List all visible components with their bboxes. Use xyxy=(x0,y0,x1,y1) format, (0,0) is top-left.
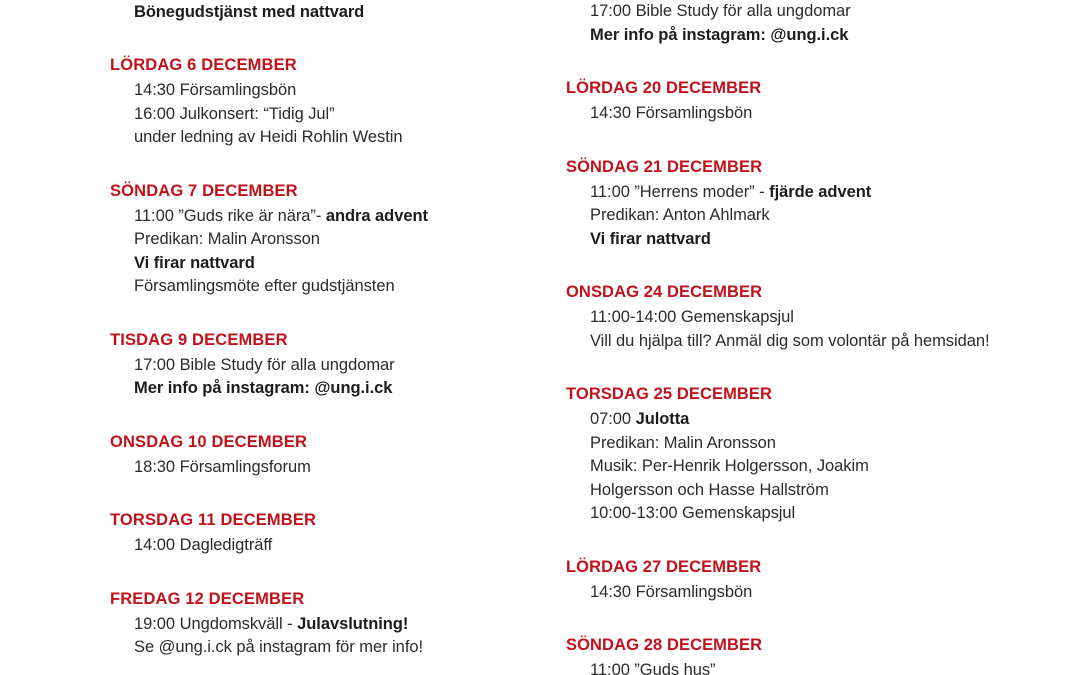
entry-line: 10:00-13:00 Gemenskapsjul xyxy=(590,504,796,522)
entry-line: 11:00-14:00 Gemenskapsjul xyxy=(590,308,794,326)
left-column-sections xyxy=(110,54,550,660)
entry-line-text: 19:00 Ungdomskväll - xyxy=(134,614,298,633)
entry-line-text: 07:00 xyxy=(590,410,636,428)
section-spacer xyxy=(110,150,550,180)
day-body xyxy=(110,531,550,558)
entry-line: Se @ung.i.ck på instagram för mer info! xyxy=(134,638,424,656)
day-body xyxy=(110,351,550,401)
section-spacer xyxy=(566,526,1072,556)
section-spacer xyxy=(110,479,550,509)
section-spacer xyxy=(566,251,1072,281)
entry-line-text: 11:00 ”Herrens moder” - xyxy=(590,182,770,201)
entry-line xyxy=(590,181,1072,205)
entry-line: 17:00 Bible Study för alla ungdomar xyxy=(590,2,851,20)
day-section xyxy=(110,588,550,660)
day-body xyxy=(566,303,1072,353)
entry-line: 17:00 Bible Study för alla ungdomar xyxy=(134,355,395,374)
section-spacer xyxy=(110,401,550,431)
right-column-lead-lines xyxy=(566,0,1072,47)
entry-line: 14:30 Församlingsbön xyxy=(590,582,753,601)
day-heading: TORSDAG 25 DECEMBER xyxy=(566,385,773,403)
section-spacer xyxy=(110,299,550,329)
entry-line: 14:30 Församlingsbön xyxy=(590,104,753,122)
right-column xyxy=(560,0,1080,675)
day-heading: TORSDAG 11 DECEMBER xyxy=(110,511,317,529)
day-section xyxy=(110,329,550,401)
section-spacer xyxy=(566,604,1072,634)
day-heading: SÖNDAG 7 DECEMBER xyxy=(110,181,298,200)
entry-line: 14:30 Församlingsbön xyxy=(134,81,297,99)
day-heading: ONSDAG 10 DECEMBER xyxy=(110,432,308,451)
entry-line: Vi firar nattvard xyxy=(590,229,711,248)
day-body xyxy=(110,76,550,150)
day-heading: LÖRDAG 6 DECEMBER xyxy=(110,56,297,74)
section-spacer xyxy=(110,558,550,588)
left-column-lead-line: Bönegudstjänst med nattvard xyxy=(134,3,365,21)
day-heading: LÖRDAG 27 DECEMBER xyxy=(566,557,762,576)
day-heading: SÖNDAG 28 DECEMBER xyxy=(566,636,763,654)
day-heading: SÖNDAG 21 DECEMBER xyxy=(566,157,763,176)
entry-line: 14:00 Dagledigträff xyxy=(134,536,273,554)
day-section xyxy=(566,383,1072,526)
entry-line: Predikan: Malin Aronsson xyxy=(134,230,320,248)
day-section xyxy=(110,180,550,299)
day-section xyxy=(566,77,1072,126)
entry-line: 18:30 Församlingsforum xyxy=(134,457,311,476)
day-body xyxy=(110,453,550,480)
section-spacer xyxy=(566,126,1072,156)
day-body xyxy=(566,178,1072,252)
entry-line xyxy=(134,205,550,229)
day-section xyxy=(566,634,1072,675)
entry-line: Predikan: Anton Ahlmark xyxy=(590,206,770,224)
day-heading: LÖRDAG 20 DECEMBER xyxy=(566,79,762,97)
day-heading: FREDAG 12 DECEMBER xyxy=(110,589,305,608)
entry-line-emphasis: Julotta xyxy=(635,410,690,428)
entry-line xyxy=(590,408,1072,432)
entry-line: 16:00 Julkonsert: “Tidig Jul” xyxy=(134,104,335,123)
entry-line: Mer info på instagram: @ung.i.ck xyxy=(134,379,393,397)
day-section xyxy=(110,509,550,558)
day-section xyxy=(566,281,1072,353)
entry-line-emphasis: Julavslutning! xyxy=(297,614,409,633)
day-section xyxy=(110,431,550,480)
entry-line: Holgersson och Hasse Hallström xyxy=(590,480,829,499)
day-heading: TISDAG 9 DECEMBER xyxy=(110,330,288,349)
left-lead-spacer xyxy=(110,24,550,54)
entry-line: Vill du hjälpa till? Anmäl dig som volontär på hemsidan! xyxy=(590,331,990,350)
right-column-sections xyxy=(566,77,1072,675)
entry-line: Vi firar nattvard xyxy=(134,253,255,272)
entry-line xyxy=(134,613,550,637)
day-body xyxy=(110,202,550,299)
entry-line: Musik: Per-Henrik Holgersson, Joakim xyxy=(590,457,869,475)
day-body xyxy=(566,578,1072,605)
entry-line-emphasis: andra advent xyxy=(325,206,428,225)
entry-line: Predikan: Malin Aronsson xyxy=(590,433,776,452)
entry-line: Mer info på instagram: @ung.i.ck xyxy=(590,25,849,44)
right-lead-spacer xyxy=(566,47,1072,77)
section-spacer xyxy=(566,353,1072,383)
entry-line-emphasis: fjärde advent xyxy=(769,182,872,201)
day-body xyxy=(566,656,1072,675)
day-body xyxy=(110,610,550,660)
entry-line: Församlingsmöte efter gudstjänsten xyxy=(134,277,395,295)
entry-line: 11:00 ”Guds hus” xyxy=(590,661,716,675)
day-heading: ONSDAG 24 DECEMBER xyxy=(566,283,763,301)
day-body xyxy=(566,405,1072,526)
entry-line: under ledning av Heidi Rohlin Westin xyxy=(134,128,403,146)
day-section xyxy=(566,556,1072,605)
day-section xyxy=(110,54,550,150)
day-body xyxy=(566,99,1072,126)
entry-line-text: 11:00 ”Guds rike är nära”- xyxy=(134,206,326,225)
day-section xyxy=(566,156,1072,252)
